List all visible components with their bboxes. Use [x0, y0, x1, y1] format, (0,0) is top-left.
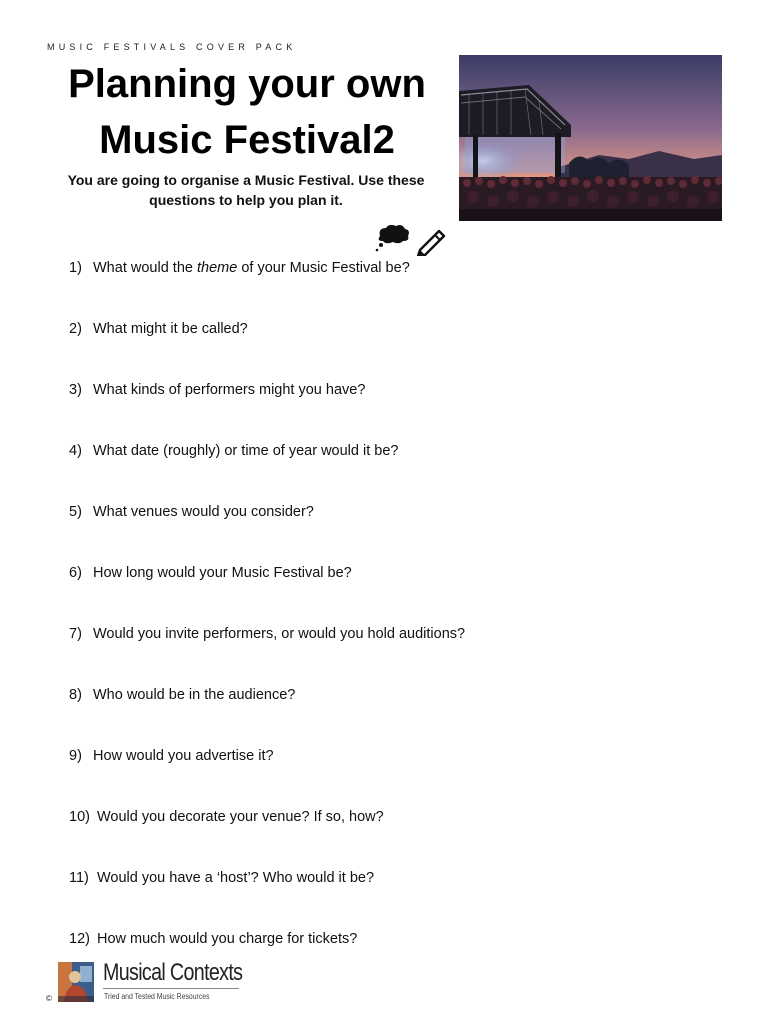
- brand-tagline: Tried and Tested Music Resources: [104, 992, 210, 1001]
- subtitle-line-2: questions to help you plan it.: [149, 192, 343, 208]
- copyright-symbol: ©: [46, 994, 52, 1003]
- question-number: 1): [69, 260, 82, 276]
- question-item: [69, 563, 352, 583]
- question-item: [69, 746, 274, 766]
- question-text: What venues would you consider?: [93, 504, 314, 520]
- question-text: Would you invite performers, or would you hold auditions?: [93, 626, 466, 642]
- brand-name: Musical Contexts: [103, 959, 243, 986]
- question-number: 8): [69, 687, 82, 703]
- question-text: of your Music Festival be?: [237, 260, 410, 276]
- question-item: [69, 502, 314, 522]
- page-subtitle: [52, 170, 440, 210]
- title-line-2: Music Festival2: [99, 118, 395, 162]
- question-text: Would you decorate your venue? If so, how?: [97, 809, 384, 825]
- question-number: 6): [69, 565, 82, 581]
- question-text: How long would your Music Festival be?: [93, 565, 352, 581]
- question-number: 11): [69, 870, 89, 886]
- title-line-1: Planning your own: [68, 62, 426, 106]
- question-number: 7): [69, 626, 82, 642]
- question-text: How would you advertise it?: [93, 748, 274, 764]
- question-item: [69, 685, 295, 705]
- musical-contexts-logo: [58, 962, 94, 1002]
- question-item: [69, 624, 465, 644]
- question-item: [69, 929, 357, 949]
- question-number: 2): [69, 321, 82, 337]
- thought-cloud-icon: [376, 225, 409, 251]
- question-number: 10): [69, 809, 90, 825]
- question-emphasis: theme: [196, 260, 238, 276]
- question-number: 4): [69, 443, 82, 459]
- subtitle-line-1: You are going to organise a Music Festival. Use these: [67, 172, 425, 188]
- question-item: [69, 380, 365, 400]
- question-text: What date (roughly) or time of year would it be?: [93, 443, 399, 459]
- page-title: [40, 56, 454, 168]
- brand-divider: [103, 988, 239, 989]
- question-text: Would you have a ‘host’? Who would it be?: [97, 870, 375, 886]
- question-text: What would the: [93, 260, 197, 276]
- question-item: [69, 441, 398, 461]
- pencil-icon: [418, 231, 444, 256]
- question-number: 3): [69, 382, 82, 398]
- question-item: [69, 319, 248, 339]
- question-item: [69, 868, 374, 888]
- question-text: How much would you charge for tickets?: [97, 931, 358, 947]
- question-item: [69, 807, 384, 827]
- doodle-icons: [372, 222, 448, 256]
- question-number: 12): [69, 931, 90, 947]
- festival-stage-photo: [459, 55, 722, 221]
- cover-pack-kicker: MUSIC FESTIVALS COVER PACK: [47, 42, 297, 52]
- question-text: What kinds of performers might you have?: [93, 382, 366, 398]
- question-text: What might it be called?: [93, 321, 248, 337]
- question-number: 5): [69, 504, 82, 520]
- question-item: [69, 258, 410, 278]
- question-number: 9): [69, 748, 82, 764]
- question-text: Who would be in the audience?: [93, 687, 296, 703]
